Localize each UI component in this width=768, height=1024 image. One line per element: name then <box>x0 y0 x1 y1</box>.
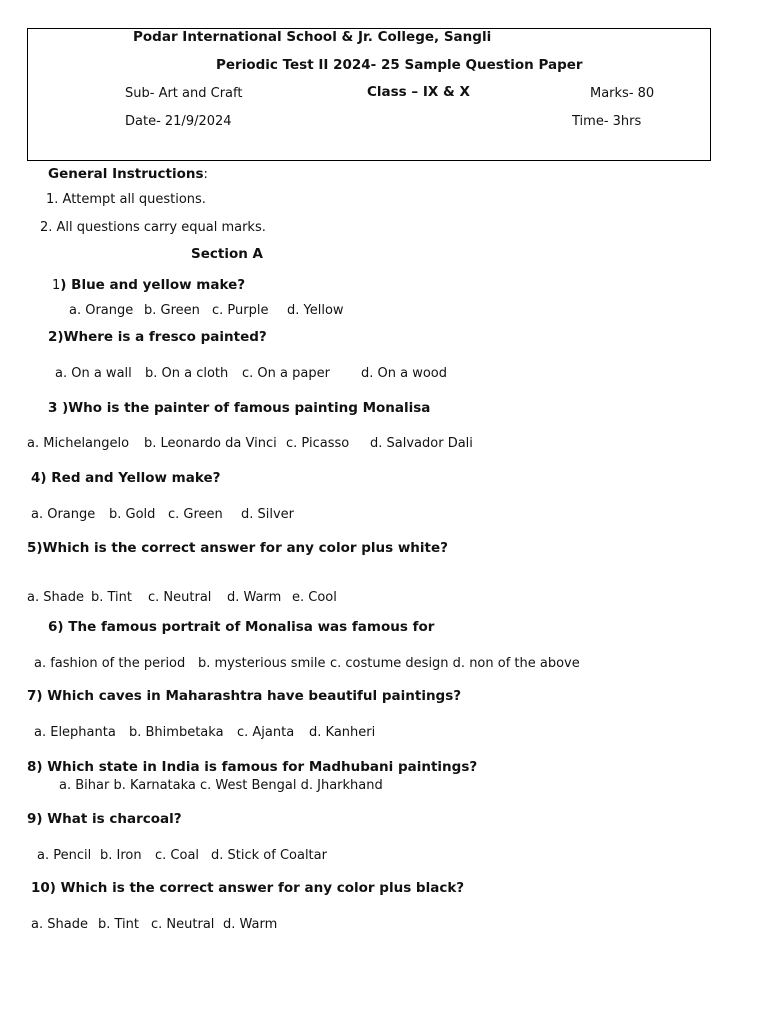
question-8: 8) Which state in India is famous for Madhubani paintings? <box>27 759 478 775</box>
option: d. Salvador Dali <box>370 436 473 451</box>
option: b. Iron <box>100 848 142 863</box>
question-4: 4) Red and Yellow make? <box>31 470 221 486</box>
question-number: 1 <box>52 278 61 293</box>
question-2: 2)Where is a fresco painted? <box>48 329 267 345</box>
instructions-heading: General Instructions <box>48 166 204 182</box>
school-name: Podar International School & Jr. College, Sangli <box>133 29 492 45</box>
question-7: 7) Which caves in Maharashtra have beautiful paintings? <box>27 688 462 704</box>
option: a. fashion of the period <box>34 656 186 671</box>
option: a. Shade <box>31 917 88 932</box>
option: d. Warm <box>227 590 282 605</box>
option: c. Coal <box>155 848 200 863</box>
class-label: Class – IX & X <box>367 84 470 100</box>
instruction-item: 2. All questions carry equal marks. <box>40 220 266 235</box>
subject-label: Sub- Art and Craft <box>125 86 243 101</box>
option: a. Pencil <box>37 848 92 863</box>
option: a. Orange <box>69 303 134 318</box>
option: b. Gold <box>109 507 156 522</box>
option: b. Green <box>144 303 200 318</box>
question-1 <box>52 276 245 293</box>
option: c. Neutral <box>148 590 212 605</box>
option: d. Kanheri <box>309 725 376 740</box>
option: c. Purple <box>212 303 269 318</box>
option: c. Neutral <box>151 917 215 932</box>
instructions-colon: : <box>203 167 208 182</box>
marks-label: Marks- 80 <box>590 86 655 101</box>
option: c. Picasso <box>286 436 350 451</box>
option: a. On a wall <box>55 366 132 381</box>
option: d. Silver <box>241 507 295 522</box>
option: a. Shade <box>27 590 84 605</box>
option: a. Orange <box>31 507 96 522</box>
option: b. Tint <box>91 590 133 605</box>
question-6: 6) The famous portrait of Monalisa was famous for <box>48 619 435 635</box>
option: b. Tint <box>98 917 140 932</box>
question-10: 10) Which is the correct answer for any color plus black? <box>31 880 465 896</box>
exam-title: Periodic Test II 2024- 25 Sample Question Paper <box>216 57 583 73</box>
option: c. On a paper <box>242 366 330 381</box>
question-9: 9) What is charcoal? <box>27 811 182 827</box>
option: b. Leonardo da Vinci <box>144 436 277 451</box>
option: d. On a wood <box>361 366 448 381</box>
option: c. costume design d. non of the above <box>330 656 580 671</box>
option: d. Warm <box>223 917 278 932</box>
option: e. Cool <box>292 590 337 605</box>
option: a. Elephanta <box>34 725 116 740</box>
time-label: Time- 3hrs <box>572 114 642 129</box>
instruction-item: 1. Attempt all questions. <box>46 192 206 207</box>
option: c. Ajanta <box>237 725 295 740</box>
option: b. On a cloth <box>145 366 229 381</box>
option: d. Yellow <box>287 303 344 318</box>
option: a. Michelangelo <box>27 436 130 451</box>
option: a. Bihar b. Karnataka c. West Bengal d. Jharkhand <box>59 778 383 793</box>
option: b. Bhimbetaka <box>129 725 224 740</box>
question-5: 5)Which is the correct answer for any color plus white? <box>27 540 448 556</box>
date-label: Date- 21/9/2024 <box>125 114 232 129</box>
option: b. mysterious smile <box>198 656 326 671</box>
section-heading: Section A <box>191 246 263 262</box>
option: d. Stick of Coaltar <box>211 848 327 863</box>
question-3: 3 )Who is the painter of famous painting Monalisa <box>48 400 431 416</box>
option: c. Green <box>168 507 223 522</box>
question-text: ) Blue and yellow make? <box>60 277 246 293</box>
instructions-heading-line <box>48 165 208 182</box>
